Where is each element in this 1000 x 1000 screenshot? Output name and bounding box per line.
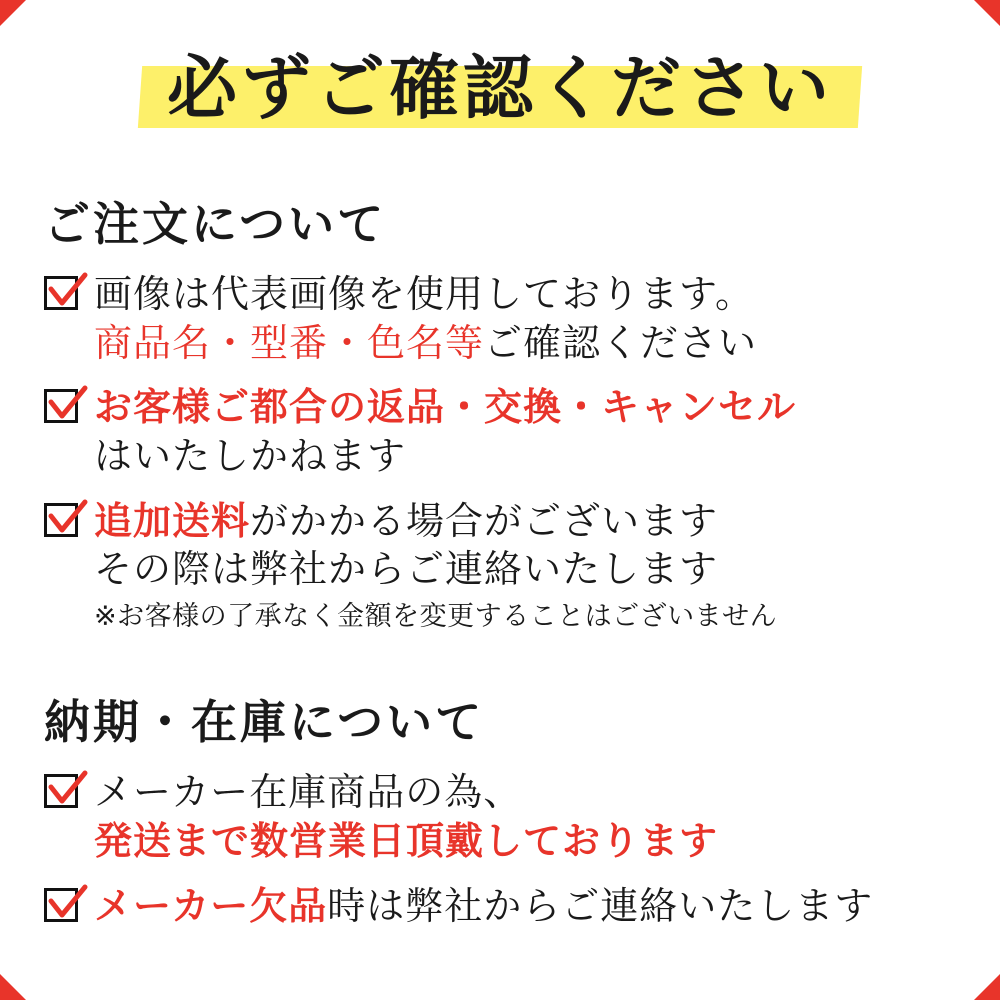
- checkbox-checked-icon: [44, 389, 84, 429]
- checkbox-checked-icon: [44, 276, 84, 316]
- list-item-lines: [94, 270, 970, 367]
- page-title: 必ずご確認ください: [167, 47, 833, 129]
- notice-line: 発送まで数営業日頂戴しております: [94, 818, 719, 863]
- notice-line-red: 商品名・型番・色名等: [94, 320, 485, 365]
- notice-line-mixed: [94, 882, 970, 931]
- list-item-lines: [94, 882, 970, 931]
- notice-line-black: がかかる場合がございます: [250, 498, 719, 543]
- list-item-lines: [94, 383, 970, 480]
- page-title-wrap: [0, 40, 1000, 136]
- list-item-lines: [94, 768, 970, 865]
- notice-line-black: 時は弊社からご連絡いたします: [327, 883, 874, 928]
- notice-line-mixed: [94, 497, 970, 546]
- list-item: [44, 768, 970, 865]
- notice-line: メーカー在庫商品の為、: [94, 770, 523, 815]
- notice-line: お客様ご都合の返品・交換・キャンセル: [94, 385, 797, 430]
- notice-line-red: メーカー欠品: [94, 883, 328, 928]
- notice-line: はいたしかねます: [94, 433, 407, 478]
- notice-line-mixed: [94, 319, 970, 368]
- section-heading-delivery-stock: 納期・在庫について: [44, 695, 485, 750]
- list-item: [44, 270, 970, 367]
- checkbox-checked-icon: [44, 888, 84, 928]
- checkbox-checked-icon: [44, 774, 84, 814]
- notice-line: その際は弊社からご連絡いたします: [94, 547, 719, 592]
- list-item: [44, 383, 970, 480]
- notice-line: 画像は代表画像を使用しております。: [94, 272, 754, 316]
- section-delivery-stock: [44, 686, 970, 930]
- checkbox-checked-icon: [44, 503, 84, 543]
- section-orders: [44, 188, 970, 634]
- notice-footnote: ※お客様の了承なく金額を変更することはございません: [94, 600, 778, 632]
- section-heading-orders: ご注文について: [44, 197, 387, 251]
- list-item-lines: [94, 497, 970, 635]
- list-item: [44, 882, 970, 931]
- list-item: [44, 497, 970, 635]
- notice-line-black: ご確認ください: [484, 320, 758, 365]
- notice-line-red: 追加送料: [94, 498, 251, 543]
